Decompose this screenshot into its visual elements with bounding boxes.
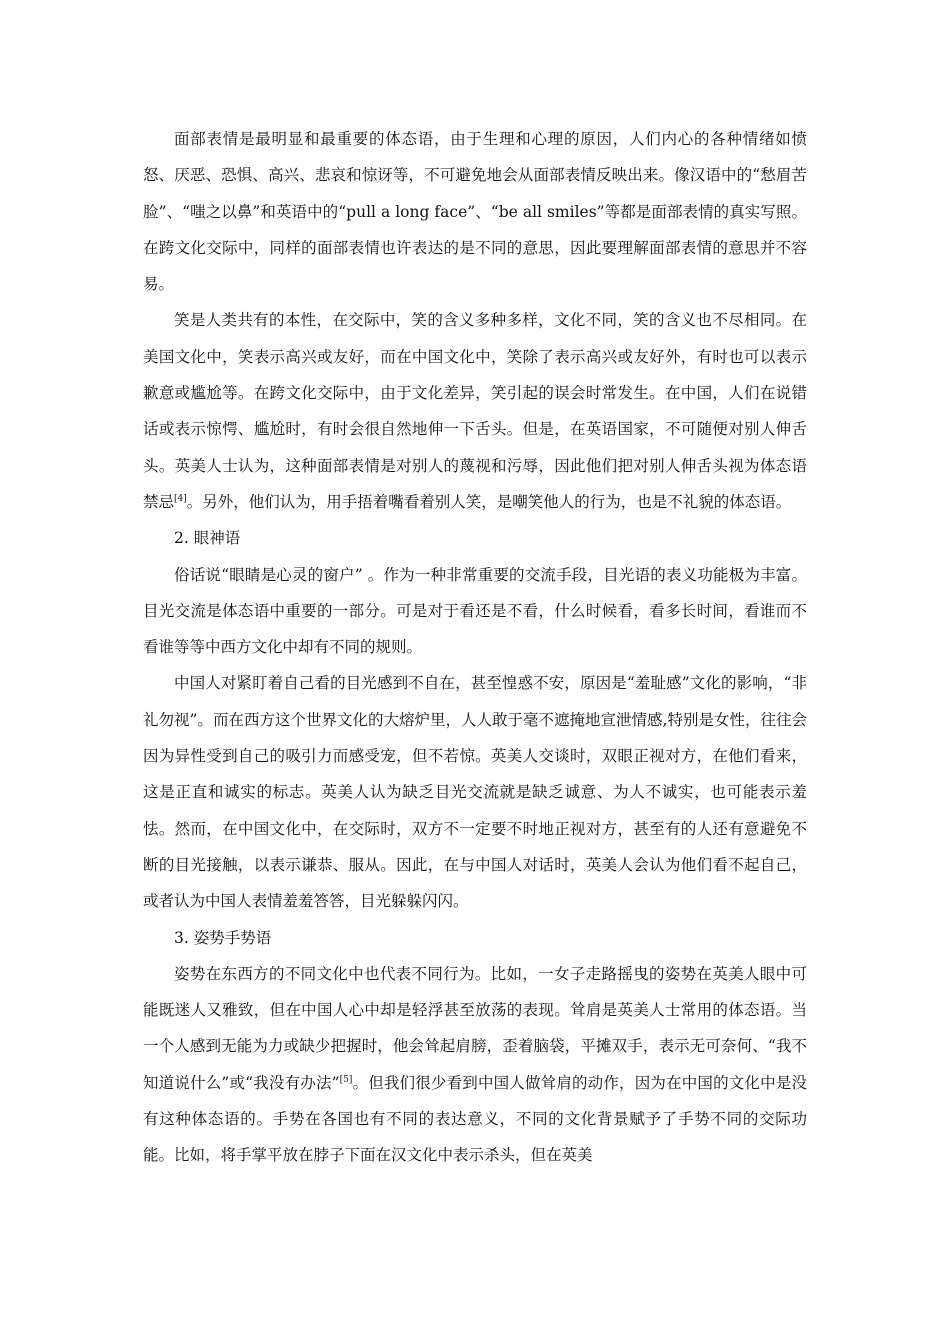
paragraph-facial-expression (143, 121, 807, 302)
paragraph-eye-contact-culture (143, 665, 807, 919)
text-run: 。另外，他们认为，用手捂着嘴看着别人笑，是嘲笑他人的行为，也是不礼貌的体态语。 (186, 492, 792, 511)
text-run: 。但我们很少看到中国人做耸肩的动作，因为在中国的文化中是没有这种体态语的。手势在各国也有不同的表达意义，不同的文化背景赋予了手势不同的交际功能。比如，将手掌平放在脖子下面在汉文化中表示杀头，但在英美 (143, 1073, 807, 1165)
paragraph-posture-gesture (143, 956, 807, 1174)
paragraph-eyes-window (143, 557, 807, 666)
paragraph-smile (143, 302, 807, 520)
section-heading-eye-language (143, 520, 807, 556)
text-run: 俗话说“眼睛是心灵的窗户” 。作为一种非常重要的交流手段，目光语的表义功能极为丰富。目光交流是体态语中重要的一部分。可是对于看还是不看，什么时候看，看多长时间，看谁而不看谁等等中西方文化中却有不同的规则。 (143, 565, 807, 657)
citation-ref-5: [5] (339, 1074, 353, 1085)
text-run: 面部表情是最明显和最重要的体态语，由于生理和心理的原因，人们内心的各种情绪如愤怒、厌恶、恐惧、高兴、悲哀和惊讶等，不可避免地会从面部表情反映出来。像汉语中的“愁眉苦脸”、“嗤之以鼻”和英语中的“pull a long face”、“be all smiles”等都是面部表情的真实写照。在跨文化交际中，同样的面部表情也许表达的是不同的意思，因此要理解面部表情的意思并不容易。 (143, 130, 807, 294)
document-body (143, 121, 807, 1174)
text-run: 笑是人类共有的本性，在交际中，笑的含义多种多样，文化不同，笑的含义也不尽相同。在美国文化中，笑表示高兴或友好，而在中国文化中，笑除了表示高兴或友好外，有时也可以表示歉意或尴尬等。在跨文化交际中，由于文化差异，笑引起的误会时常发生。在中国，人们在说错话或表示惊愕、尴尬时，有时会很自然地伸一下舌头。但是，在英语国家，不可随便对别人伸舌头。英美人士认为，这种面部表情是对别人的蔑视和污辱，因此他们把对别人伸舌头视为体态语禁忌 (143, 311, 807, 511)
citation-ref-4: [4] (174, 493, 187, 504)
section-heading-posture-gesture (143, 920, 807, 956)
text-run: 姿势在东西方的不同文化中也代表不同行为。比如，一女子走路摇曳的姿势在英美人眼中可能既迷人又雅致，但在中国人心中却是轻浮甚至放荡的表现。耸肩是英美人士常用的体态语。当一个人感到无能为力或缺少把握时，他会耸起肩膀，歪着脑袋，平摊双手，表示无可奈何、“我不知道说什么”或“我没有办法” (143, 964, 807, 1092)
text-run: 中国人对紧盯着自己看的目光感到不自在，甚至惶惑不安，原因是“羞耻感”文化的影响，“非礼勿视”。而在西方这个世界文化的大熔炉里，人人敢于毫不遮掩地宣泄情感,特别是女性，往往会因为异性受到自己的吸引力而感受宠，但不若惊。英美人交谈时，双眼正视对方，在他们看来，这是正直和诚实的标志。英美人认为缺乏目光交流就是缺乏诚意、为人不诚实，也可能表示羞怯。然而，在中国文化中，在交际时，双方不一定要不时地正视对方，甚至有的人还有意避免不断的目光接触，以表示谦恭、服从。因此，在与中国人对话时，英美人会认为他们看不起自己，或者认为中国人表情羞羞答答，目光躲躲闪闪。 (143, 674, 807, 911)
heading-text: 3. 姿势手势语 (174, 928, 272, 947)
heading-text: 2. 眼神语 (174, 529, 241, 548)
